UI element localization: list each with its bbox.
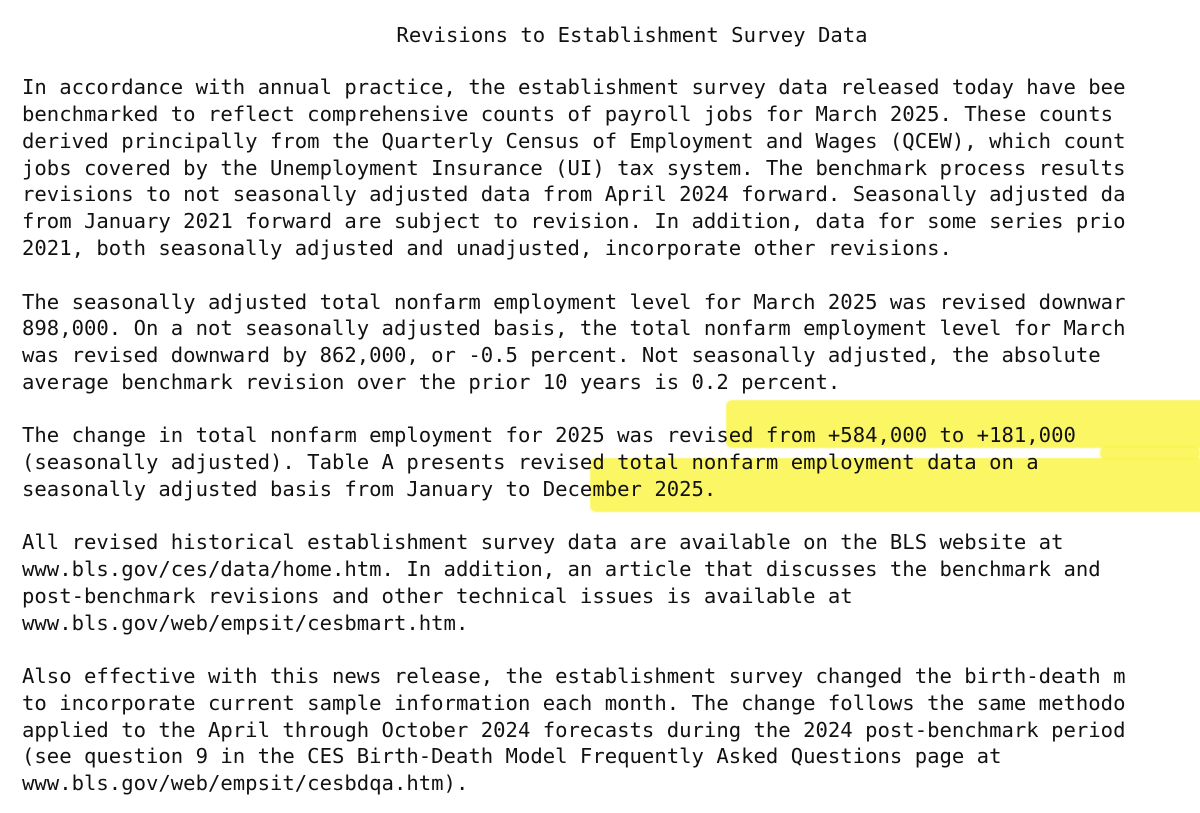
text-line: post-benchmark revisions and other technical issues is available at: [22, 584, 853, 608]
text-line: (see question 9 in the CES Birth-Death Model Frequently Asked Questions page at: [22, 744, 1002, 768]
text-line: In accordance with annual practice, the establishment survey data released today have bee: [22, 75, 1126, 99]
text-line: applied to the April through October 2024 forecasts during the 2024 post-benchmark period: [22, 718, 1126, 742]
text-line: www.bls.gov/ces/data/home.htm. In addition, an article that discusses the benchmark and: [22, 557, 1101, 581]
highlight-mark: [1100, 446, 1200, 460]
text-line: revisions to not seasonally adjusted data from April 2024 forward. Seasonally adjusted da: [22, 182, 1126, 206]
document-title: Revisions to Establishment Survey Data: [396, 23, 868, 47]
text-line: from January 2021 forward are subject to revision. In addition, data for some series prio: [22, 209, 1126, 233]
text-line: The seasonally adjusted total nonfarm employment level for March 2025 was revised downwar: [22, 290, 1126, 314]
text-line: The change in total nonfarm employment for 2025 was revised from +584,000 to +181,000: [22, 423, 1076, 447]
text-line: 2021, both seasonally adjusted and unadjusted, incorporate other revisions.: [22, 236, 952, 260]
text-line: seasonally adjusted basis from January to December 2025.: [22, 477, 717, 501]
text-line: Also effective with this news release, the establishment survey changed the birth-death m: [22, 664, 1126, 688]
text-line: (seasonally adjusted). Table A presents revised total nonfarm employment data on a: [22, 450, 1039, 474]
text-line: average benchmark revision over the prior 10 years is 0.2 percent.: [22, 370, 841, 394]
text-line: was revised downward by 862,000, or -0.5 percent. Not seasonally adjusted, the absolute: [22, 343, 1101, 367]
text-line: www.bls.gov/web/empsit/cesbmart.htm.: [22, 611, 469, 635]
text-line: 898,000. On a not seasonally adjusted basis, the total nonfarm employment level for March: [22, 316, 1126, 340]
text-line: www.bls.gov/web/empsit/cesbdqa.htm).: [22, 771, 469, 795]
text-line: derived principally from the Quarterly Census of Employment and Wages (QCEW), which count: [22, 129, 1126, 153]
text-line: to incorporate current sample information each month. The change follows the same methodo: [22, 691, 1126, 715]
text-line: jobs covered by the Unemployment Insurance (UI) tax system. The benchmark process results: [22, 156, 1126, 180]
text-line: benchmarked to reflect comprehensive counts of payroll jobs for March 2025. These counts: [22, 102, 1114, 126]
text-line: All revised historical establishment survey data are available on the BLS website at: [22, 530, 1064, 554]
